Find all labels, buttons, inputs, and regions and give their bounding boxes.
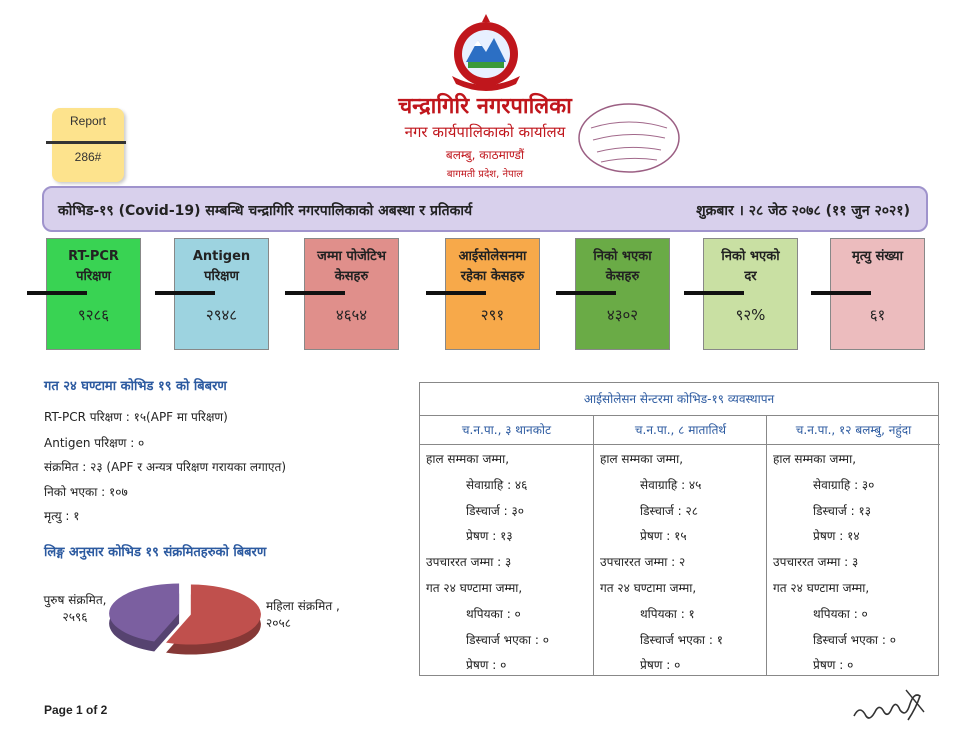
isolation-column-header: च.न.पा., १२ बलम्बु, नहुंदा bbox=[767, 416, 940, 445]
gender-heading: लिङ्ग अनुसार कोभिड १९ संक्रमितहरुको बिबरण bbox=[44, 545, 267, 560]
handwritten-signature bbox=[850, 682, 930, 726]
stat-value: ४३०२ bbox=[606, 306, 639, 324]
stat-divider bbox=[27, 291, 87, 295]
stat-value: ९२% bbox=[735, 306, 766, 324]
stat-label: जम्मा पोजेटिभ केसहरु bbox=[317, 249, 386, 284]
stat-box-isolation bbox=[445, 238, 540, 350]
page-number: Page 1 of 2 bbox=[44, 703, 108, 717]
stat-value: २९१ bbox=[480, 306, 505, 324]
discharged-count: डिस्चार्ज : ३० bbox=[466, 504, 524, 518]
report-number: 286# bbox=[74, 150, 102, 164]
stat-value: ४६५४ bbox=[335, 306, 368, 324]
stat-label: आईसोलेसनमा रहेका केसहरु bbox=[458, 249, 527, 284]
total-so-far-label: हाल सम्मका जम्मा, bbox=[600, 452, 684, 466]
last-24h-total-label: गत २४ घण्टामा जम्मा, bbox=[600, 581, 697, 595]
stat-value: ९२८६ bbox=[77, 306, 110, 324]
served-count: सेवाग्राहि : ३० bbox=[813, 478, 875, 492]
stat-value: ६१ bbox=[869, 306, 886, 324]
served-count: सेवाग्राहि : ४६ bbox=[466, 478, 528, 492]
isolation-column-balambu bbox=[766, 416, 940, 675]
report-label: Report bbox=[69, 114, 107, 128]
stat-label: निको भएका केसहरु bbox=[593, 249, 652, 284]
stat-box-deaths bbox=[830, 238, 925, 350]
isolation-column-thankot bbox=[420, 416, 593, 675]
stat-divider bbox=[285, 291, 345, 295]
discharged-24h-count: डिस्चार्ज भएका : ० bbox=[813, 633, 896, 647]
added-count: थपियका : १ bbox=[640, 607, 695, 621]
isolation-column-header: च.न.पा., ३ थानकोट bbox=[420, 416, 593, 445]
under-treatment-count: उपचाररत जम्मा : २ bbox=[600, 555, 686, 569]
isolation-center-table bbox=[419, 382, 939, 676]
isolation-column-matatirtha bbox=[593, 416, 767, 675]
under-treatment-count: उपचाररत जम्मा : ३ bbox=[426, 555, 512, 569]
office-stamp bbox=[575, 98, 683, 178]
stat-divider bbox=[155, 291, 215, 295]
report-divider bbox=[46, 141, 126, 144]
municipality-name: चन्द्रागिरि नगरपालिका bbox=[398, 94, 572, 119]
stat-box-recovered bbox=[575, 238, 670, 350]
under-treatment-count: उपचाररत जम्मा : ३ bbox=[773, 555, 859, 569]
stat-box-antigen bbox=[174, 238, 269, 350]
municipality-emblem-logo bbox=[438, 10, 534, 92]
served-count: सेवाग्राहि : ४५ bbox=[640, 478, 702, 492]
last-24h-recovered: निको भएका : १०७ bbox=[44, 485, 128, 499]
stat-box-rt-pcr bbox=[46, 238, 141, 350]
last-24h-rtpcr: RT-PCR परिक्षण : १५(APF मा परिक्षण) bbox=[44, 410, 228, 424]
office-province: बागमती प्रदेश, नेपाल bbox=[446, 169, 524, 180]
gender-pie-chart bbox=[100, 578, 270, 664]
title-banner bbox=[42, 186, 928, 232]
discharged-count: डिस्चार्ज : १३ bbox=[813, 504, 871, 518]
last-24h-total-label: गत २४ घण्टामा जम्मा, bbox=[773, 581, 870, 595]
banner-title: कोभिड-१९ (Covid-19) सम्बन्धि चन्द्रागिरि नगरपालिकाको अबस्था र प्रतिकार्य bbox=[58, 203, 473, 219]
stat-label: निको भएको दर bbox=[721, 249, 780, 284]
referred-count: प्रेषण : १५ bbox=[640, 529, 687, 543]
stat-label: Antigen परिक्षण bbox=[192, 249, 251, 284]
referred-24h-count: प्रेषण : ० bbox=[640, 658, 681, 672]
stat-divider bbox=[556, 291, 616, 295]
added-count: थपियका : ० bbox=[813, 607, 868, 621]
stat-label: RT-PCR परिक्षण bbox=[68, 249, 119, 284]
total-so-far-label: हाल सम्मका जम्मा, bbox=[426, 452, 510, 466]
referred-count: प्रेषण : १३ bbox=[466, 529, 513, 543]
discharged-count: डिस्चार्ज : २८ bbox=[640, 504, 698, 518]
stat-label: मृत्यु संख्या bbox=[852, 249, 903, 264]
stat-divider bbox=[684, 291, 744, 295]
report-number-note bbox=[52, 108, 124, 182]
total-so-far-label: हाल सम्मका जम्मा, bbox=[773, 452, 857, 466]
last-24h-heading: गत २४ घण्टामा कोभिड १९ को बिबरण bbox=[44, 379, 227, 394]
last-24h-antigen: Antigen परिक्षण : ० bbox=[44, 436, 145, 450]
stat-value: २९४८ bbox=[205, 306, 238, 324]
office-city: बलम्बु, काठमाण्डौं bbox=[445, 148, 525, 162]
discharged-24h-count: डिस्चार्ज भएका : १ bbox=[640, 633, 723, 647]
banner-date: शुक्रबार । २८ जेठ २०७८ (११ जुन २०२१) bbox=[696, 203, 910, 219]
referred-24h-count: प्रेषण : ० bbox=[813, 658, 854, 672]
last-24h-infected: संक्रमित : २३ (APF र अन्यत्र परिक्षण गरायका लगाएत) bbox=[44, 460, 287, 474]
last-24h-deaths: मृत्यु : १ bbox=[44, 509, 80, 523]
discharged-24h-count: डिस्चार्ज भएका : ० bbox=[466, 633, 549, 647]
stat-box-recovery-rate bbox=[703, 238, 798, 350]
added-count: थपियका : ० bbox=[466, 607, 521, 621]
male-infected-label: पुरुष संक्रमित, २५९६ bbox=[43, 593, 107, 624]
female-infected-label: महिला संक्रमित , २०५८ bbox=[266, 599, 340, 630]
isolation-table-title: आईसोलेसन सेन्टरमा कोभिड-१९ व्यवस्थापन bbox=[420, 383, 938, 416]
isolation-column-header: च.न.पा., ८ मातातिर्थ bbox=[594, 416, 767, 445]
office-name: नगर कार्यपालिकाको कार्यालय bbox=[404, 123, 566, 141]
stat-box-total-positive bbox=[304, 238, 399, 350]
referred-24h-count: प्रेषण : ० bbox=[466, 658, 507, 672]
last-24h-total-label: गत २४ घण्टामा जम्मा, bbox=[426, 581, 523, 595]
referred-count: प्रेषण : १४ bbox=[813, 529, 860, 543]
stat-divider bbox=[426, 291, 486, 295]
stat-divider bbox=[811, 291, 871, 295]
